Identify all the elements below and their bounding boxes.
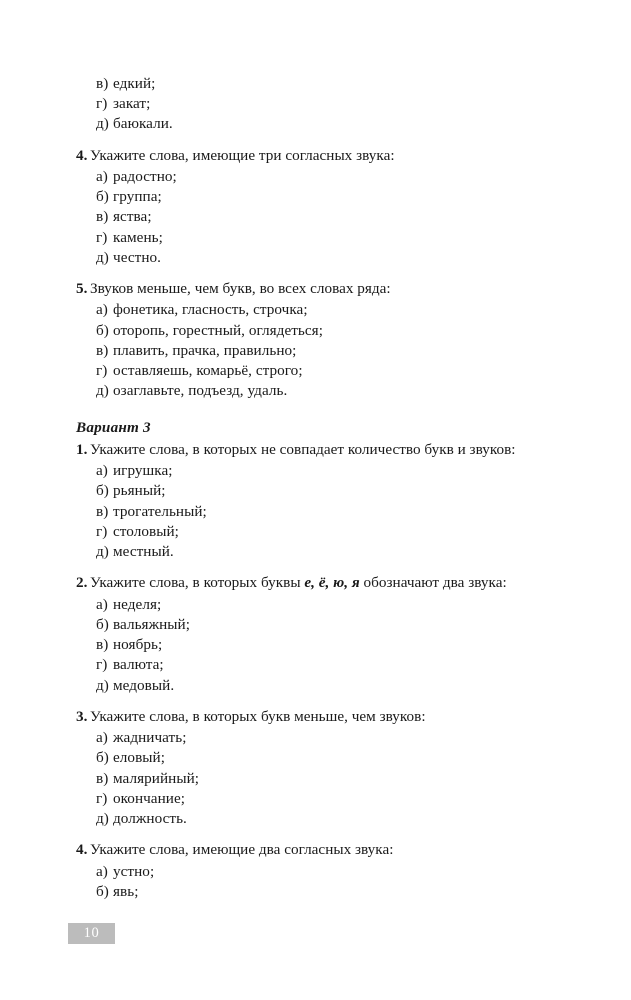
option-marker: в): [96, 75, 109, 92]
option-text: камень;: [113, 228, 163, 246]
answer-option: [76, 248, 576, 268]
option-marker: г): [96, 522, 108, 540]
option-text: плавить, прачка, правильно;: [113, 341, 297, 359]
question-block: [76, 440, 576, 562]
answer-option-list: [76, 167, 576, 268]
option-text: жадничать;: [113, 729, 187, 747]
question-prompt: [76, 707, 576, 727]
variant-heading: Вариант 3: [76, 419, 151, 437]
option-text: едкий;: [113, 75, 156, 92]
answer-option: [76, 461, 576, 481]
option-marker: б): [96, 749, 109, 767]
answer-option: [76, 502, 576, 522]
option-marker: а): [96, 462, 108, 480]
question-number: 2.: [76, 574, 88, 592]
answer-option: [76, 882, 576, 902]
option-marker: б): [96, 482, 109, 500]
answer-option: [76, 728, 576, 748]
question-block: [76, 707, 576, 829]
option-marker: г): [96, 362, 108, 380]
answer-option: [76, 748, 576, 768]
question-blocks: [76, 146, 576, 902]
question-block: [76, 840, 576, 902]
option-text: рьяный;: [113, 482, 166, 500]
option-marker: г): [96, 95, 108, 113]
option-text: окончание;: [113, 789, 186, 807]
continuation-option-list: [76, 74, 576, 135]
answer-option: [76, 862, 576, 882]
option-text: трогательный;: [113, 502, 207, 520]
option-text: должность.: [113, 809, 187, 827]
option-marker: д): [96, 809, 109, 827]
option-text: малярийный;: [113, 769, 200, 787]
option-text: озаглавьте, подъезд, удаль.: [113, 382, 288, 400]
option-marker: а): [96, 862, 108, 880]
answer-option: [76, 361, 576, 381]
answer-option-list: [76, 862, 576, 902]
answer-option: [76, 74, 576, 94]
option-text: радостно;: [113, 168, 177, 186]
option-text: устно;: [113, 862, 155, 880]
option-marker: а): [96, 301, 108, 319]
option-text: закат;: [113, 95, 151, 113]
question-prompt: [76, 279, 576, 299]
option-marker: а): [96, 729, 108, 747]
option-marker: д): [96, 676, 109, 694]
option-text: местный.: [113, 543, 174, 561]
answer-option: [76, 809, 576, 829]
answer-option: [76, 228, 576, 248]
option-marker: в): [96, 341, 109, 359]
option-marker: в): [96, 208, 109, 226]
question-prompt: [76, 440, 576, 460]
option-marker: б): [96, 188, 109, 206]
option-marker: в): [96, 502, 109, 520]
answer-option: [76, 542, 576, 562]
answer-option: [76, 481, 576, 501]
answer-option-list: [76, 300, 576, 401]
question-block: [76, 146, 576, 268]
option-marker: б): [96, 321, 109, 339]
option-marker: д): [96, 382, 109, 400]
option-text: игрушка;: [113, 462, 173, 480]
question-number: 4.: [76, 841, 88, 859]
answer-option: [76, 341, 576, 361]
prompt-text: Укажите слова, имеющие три согласных звука:: [89, 146, 395, 164]
answer-option: [76, 769, 576, 789]
option-text: медовый.: [113, 676, 175, 694]
option-text: столовый;: [113, 522, 179, 540]
option-text: честно.: [113, 248, 162, 266]
answer-option: [76, 635, 576, 655]
option-text: валюта;: [113, 656, 164, 674]
option-marker: б): [96, 882, 109, 900]
question-number: 1.: [76, 440, 88, 458]
option-text: еловый;: [113, 749, 165, 767]
option-marker: в): [96, 636, 109, 654]
answer-option: [76, 655, 576, 675]
answer-option: [76, 615, 576, 635]
option-marker: б): [96, 615, 109, 633]
option-text: неделя;: [113, 595, 162, 613]
answer-option: [76, 381, 576, 401]
prompt-text-before: Укажите слова, в которых буквы: [89, 574, 305, 592]
prompt-text: Звуков меньше, чем букв, во всех словах ряда:: [89, 280, 391, 298]
answer-option-list: [76, 595, 576, 696]
prompt-text: Укажите слова, имеющие два согласных звука:: [89, 841, 394, 859]
option-marker: д): [96, 543, 109, 561]
option-text: оторопь, горестный, оглядеться;: [113, 321, 323, 339]
option-marker: г): [96, 656, 108, 674]
question-number: 4.: [76, 146, 88, 164]
option-text: явь;: [113, 882, 139, 900]
answer-option: [76, 187, 576, 207]
answer-option-list: [76, 461, 576, 562]
answer-option-list: [76, 728, 576, 829]
answer-option: [76, 207, 576, 227]
answer-option: [76, 789, 576, 809]
option-text: фонетика, гласность, строчка;: [113, 301, 308, 319]
prompt-emphasized-letters: е, ё, ю, я: [304, 574, 360, 592]
prompt-text: Укажите слова, в которых букв меньше, чем звуков:: [89, 707, 426, 725]
option-text: яства;: [113, 208, 152, 226]
option-marker: а): [96, 595, 108, 613]
question-block: [76, 573, 576, 695]
page-content: [76, 74, 576, 902]
answer-option: [76, 321, 576, 341]
prompt-text-after: обозначают два звука:: [359, 574, 507, 592]
answer-option: [76, 522, 576, 542]
question-prompt: [76, 573, 576, 593]
option-marker: в): [96, 769, 109, 787]
option-text: оставляешь, комарьё, строго;: [113, 362, 303, 380]
page-number-badge: 10: [68, 923, 115, 944]
question-prompt: [76, 840, 576, 860]
question-number: 5.: [76, 280, 88, 298]
answer-option: [76, 595, 576, 615]
question-number: 3.: [76, 707, 88, 725]
option-text: группа;: [113, 188, 162, 206]
answer-option: [76, 300, 576, 320]
question-prompt: [76, 146, 576, 166]
option-marker: д): [96, 248, 109, 266]
option-text: вальяжный;: [113, 615, 191, 633]
option-text: баюкали.: [113, 115, 173, 133]
option-marker: а): [96, 168, 108, 186]
question-block: [76, 279, 576, 401]
answer-option: [76, 167, 576, 187]
answer-option: [76, 94, 576, 114]
prompt-text: Укажите слова, в которых не совпадает количество букв и звуков:: [89, 440, 516, 458]
answer-option: [76, 676, 576, 696]
option-text: ноябрь;: [113, 636, 163, 654]
option-marker: г): [96, 789, 108, 807]
answer-option: [76, 114, 576, 134]
option-marker: г): [96, 228, 108, 246]
option-marker: д): [96, 115, 109, 133]
